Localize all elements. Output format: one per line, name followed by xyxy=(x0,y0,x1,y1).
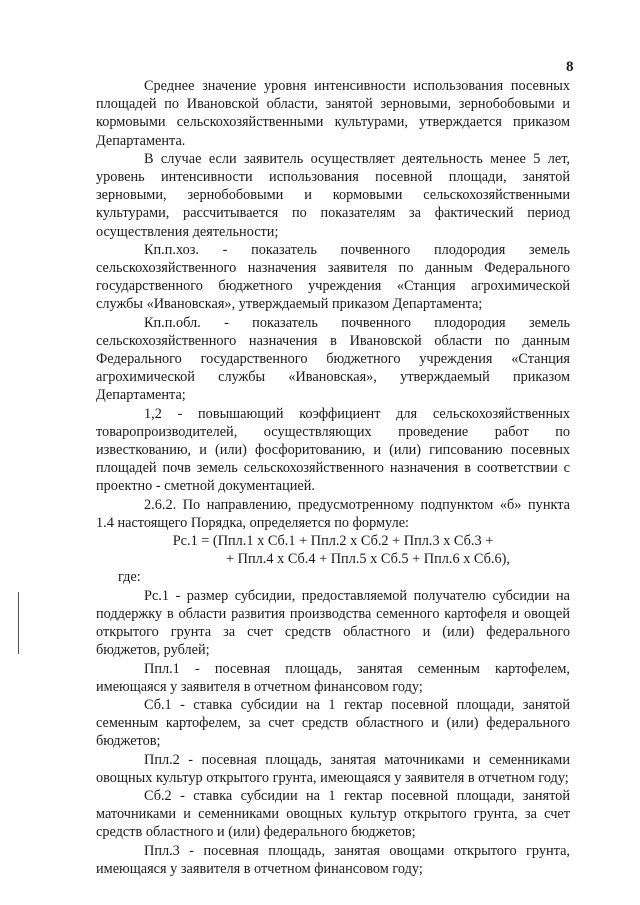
definition-rs1: Рс.1 - размер субсидии, предоставляемой получателю субсидии на поддержку в области развития производства семенного картофеля и овощей открытого грунта за счет средств областного и (или) федерального бюджетов, рублей; xyxy=(96,587,570,659)
paragraph-kpp-obl: Кп.п.обл. - показатель почвенного плодородия земель сельскохозяйственного назначения в Ивановской области по данным Федерального государственного бюджетного учреждения «Станция агрохимической службы «Ивановская», утверждаемый приказом Департамента; xyxy=(96,314,570,404)
paragraph-kpp-hoz: Кп.п.хоз. - показатель почвенного плодородия земель сельскохозяйственного назначения заявителя по данным Федерального государственного бюджетного учреждения «Станция агрохимической службы «Ивановская», утверждаемый приказом Департамента; xyxy=(96,241,570,313)
definition-ppl1: Ппл.1 - посевная площадь, занятая семенным картофелем, имеющаяся у заявителя в отчетном финансовом году; xyxy=(96,660,570,695)
page-number: 8 xyxy=(566,59,574,75)
formula xyxy=(96,532,570,568)
definition-ppl3: Ппл.3 - посевная площадь, занятая овощами открытого грунта, имеющаяся у заявителя в отчетном финансовом году; xyxy=(96,842,570,877)
definition-sb2: Сб.2 - ставка субсидии на 1 гектар посевной площади, занятой маточниками и семенниками овощных культур открытого грунта, за счет средств областного и (или) федерального бюджетов; xyxy=(96,787,570,841)
document-body xyxy=(96,77,570,878)
paragraph-coefficient: 1,2 - повышающий коэффициент для сельскохозяйственных товаропроизводителей, осуществляющих проведение работ по известкованию, и (или) фосфоритованию, и (или) гипсованию посевных площадей почв земель сельскохозяйственного назначения в соответствии с проектно - сметной документацией. xyxy=(96,405,570,495)
definition-ppl2: Ппл.2 - посевная площадь, занятая маточниками и семенниками овощных культур открытого грунта, имеющаяся у заявителя в отчетном году; xyxy=(96,751,570,786)
margin-mark xyxy=(18,592,19,654)
definition-sb1: Сб.1 - ставка субсидии на 1 гектар посевной площади, занятой семенным картофелем, за счет средств областного и (или) федерального бюджетов; xyxy=(96,696,570,750)
paragraph-2-6-2: 2.6.2. По направлению, предусмотренному подпунктом «б» пункта 1.4 настоящего Порядка, определяется по формуле: xyxy=(96,496,570,531)
paragraph-average-intensity: Среднее значение уровня интенсивности использования посевных площадей по Ивановской области, занятой зерновыми, зернобобовыми и кормовыми сельскохозяйственными культурами, утверждается приказом Департамента. xyxy=(96,78,570,149)
formula-line-2: + Ппл.4 х Сб.4 + Ппл.5 х Сб.5 + Ппл.6 х Сб.6), xyxy=(226,551,510,568)
where-label: где: xyxy=(118,569,141,586)
paragraph-less-than-5-years: В случае если заявитель осуществляет деятельность менее 5 лет, уровень интенсивности использования посевной площади, занятой зерновыми, зернобобовыми и кормовыми сельскохозяйственными культурами, рассчитывается по показателям за фактический период осуществления деятельности; xyxy=(96,150,570,240)
formula-line-1: Рс.1 = (Ппл.1 х Сб.1 + Ппл.2 х Сб.2 + Ппл.3 х Сб.3 + xyxy=(172,533,494,550)
